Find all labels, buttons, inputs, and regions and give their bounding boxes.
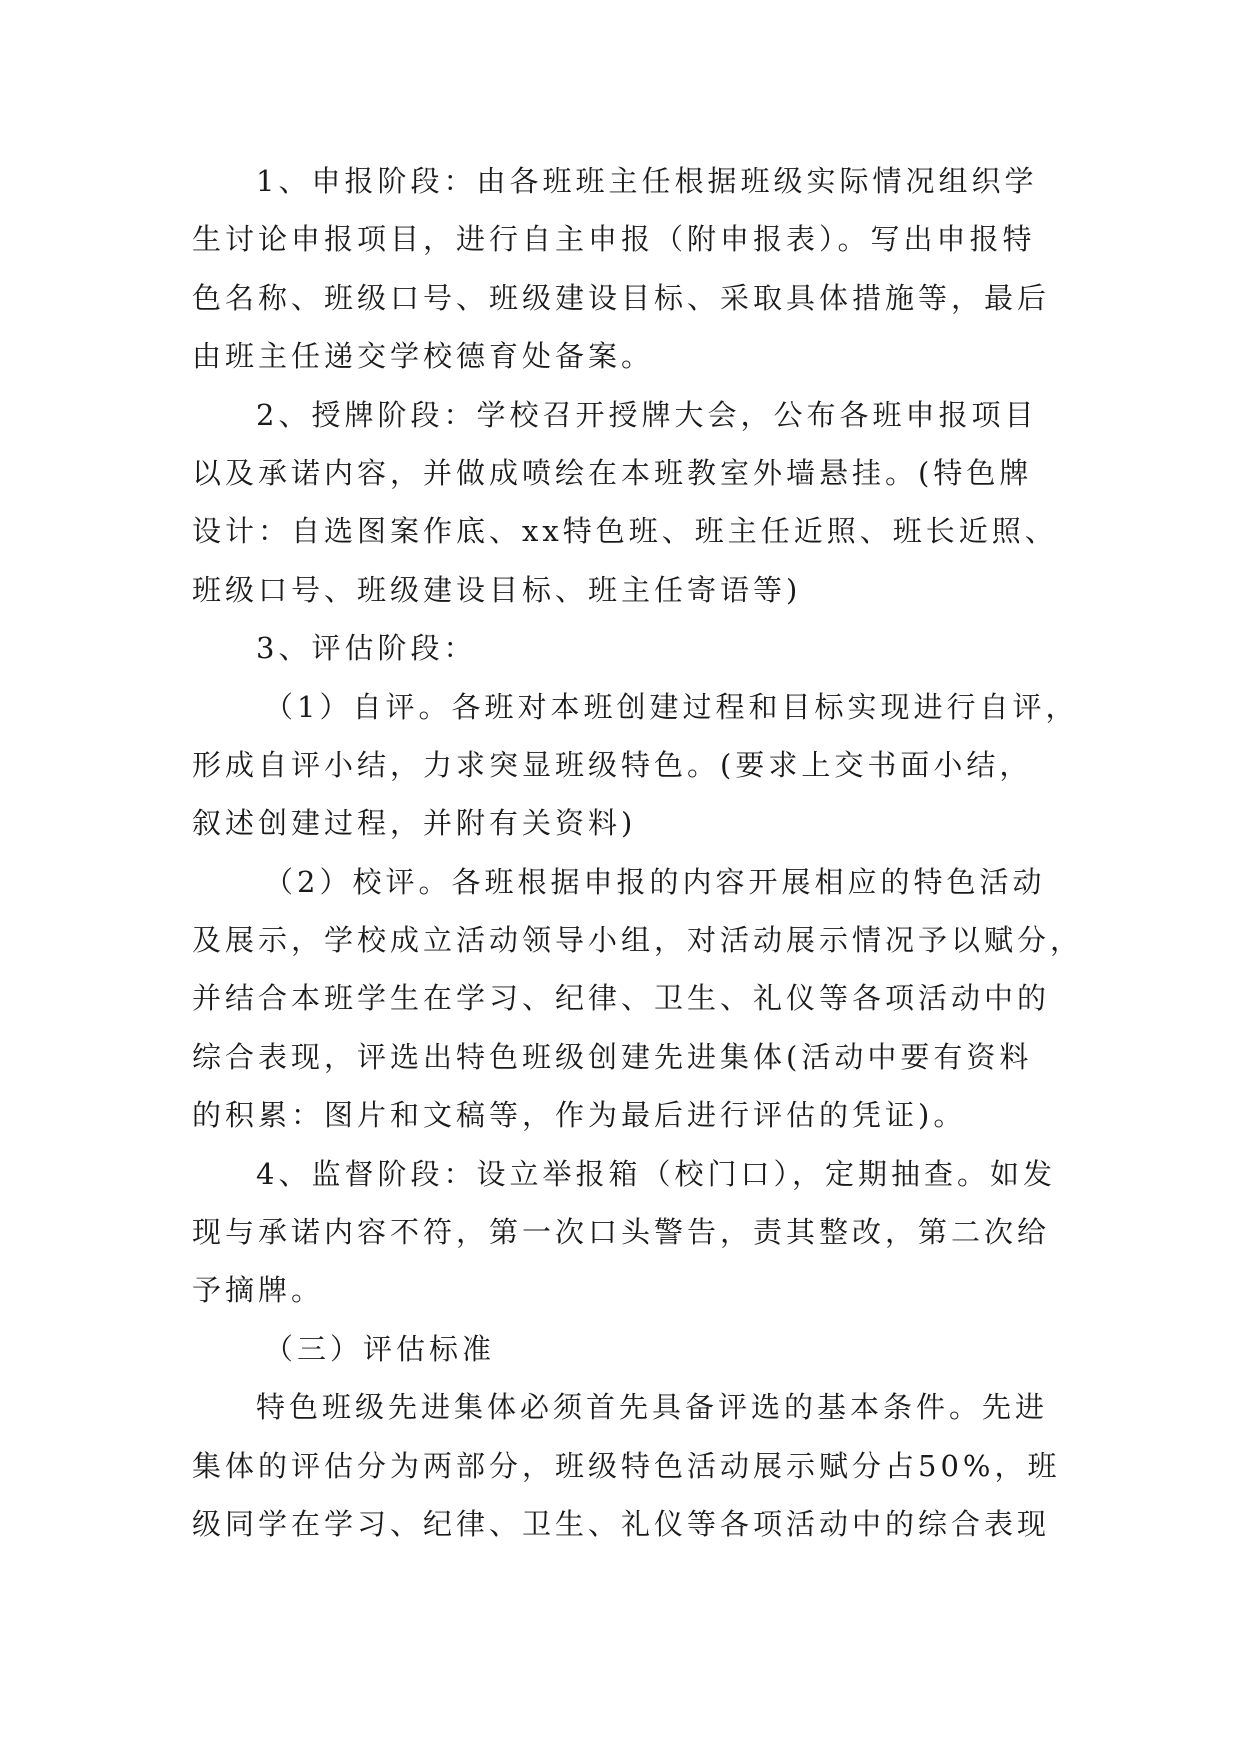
paragraph-line: 1、申报阶段：由各班班主任根据班级实际情况组织学 xyxy=(256,164,1038,198)
paragraph-line: 现与承诺内容不符，第一次口头警告，责其整改，第二次给 xyxy=(192,1215,1051,1250)
paragraph-line: 并结合本班学生在学习、纪律、卫生、礼仪等各项活动中的 xyxy=(192,981,1051,1016)
paragraph-line: 3、评估阶段： xyxy=(256,631,477,666)
paragraph-line: 的积累：图片和文稿等，作为最后进行评估的凭证)。 xyxy=(192,1098,967,1133)
paragraph-line: 色名称、班级口号、班级建设目标、采取具体措施等，最后 xyxy=(192,280,1051,315)
paragraph-line: 级同学在学习、纪律、卫生、礼仪等各项活动中的综合表现 xyxy=(192,1506,1051,1541)
paragraph-line: （2）校评。各班根据申报的内容开展相应的特色活动 xyxy=(264,864,1046,899)
paragraph-line: 叙述创建过程，并附有关资料) xyxy=(192,806,637,841)
paragraph-line: 设计：自选图案作底、xx特色班、班主任近照、班长近照、 xyxy=(192,514,1058,549)
paragraph-line: 集体的评估分为两部分，班级特色活动展示赋分占50%，班 xyxy=(192,1448,1061,1483)
paragraph-line: 班级口号、班级建设目标、班主任寄语等) xyxy=(192,572,802,607)
paragraph-line: 特色班级先进集体必须首先具备评选的基本条件。先进 xyxy=(256,1390,1049,1425)
paragraph-line: 形成自评小结，力求突显班级特色。(要求上交书面小结， xyxy=(192,747,1033,782)
paragraph-line: 以及承诺内容，并做成喷绘在本班教室外墙悬挂。(特色牌 xyxy=(192,455,1033,490)
document-body xyxy=(192,152,1084,1553)
paragraph-line: 生讨论申报项目，进行自主申报（附申报表）。写出申报特 xyxy=(192,222,1036,257)
paragraph-line: 4、监督阶段：设立举报箱（校门口），定期抽查。如发 xyxy=(256,1156,1056,1191)
paragraph-line: 综合表现，评选出特色班级创建先进集体(活动中要有资料 xyxy=(192,1039,1033,1074)
paragraph-line: 2、授牌阶段：学校召开授牌大会，公布各班申报项目 xyxy=(256,397,1038,432)
paragraph-line: （1）自评。各班对本班创建过程和目标实现进行自评， xyxy=(264,689,1079,724)
section-heading: （三）评估标准 xyxy=(264,1331,496,1366)
paragraph-line: 及展示，学校成立活动领导小组，对活动展示情况予以赋分， xyxy=(192,923,1084,958)
paragraph-line: 予摘牌。 xyxy=(192,1273,325,1308)
paragraph-line: 由班主任递交学校德育处备案。 xyxy=(192,339,655,374)
